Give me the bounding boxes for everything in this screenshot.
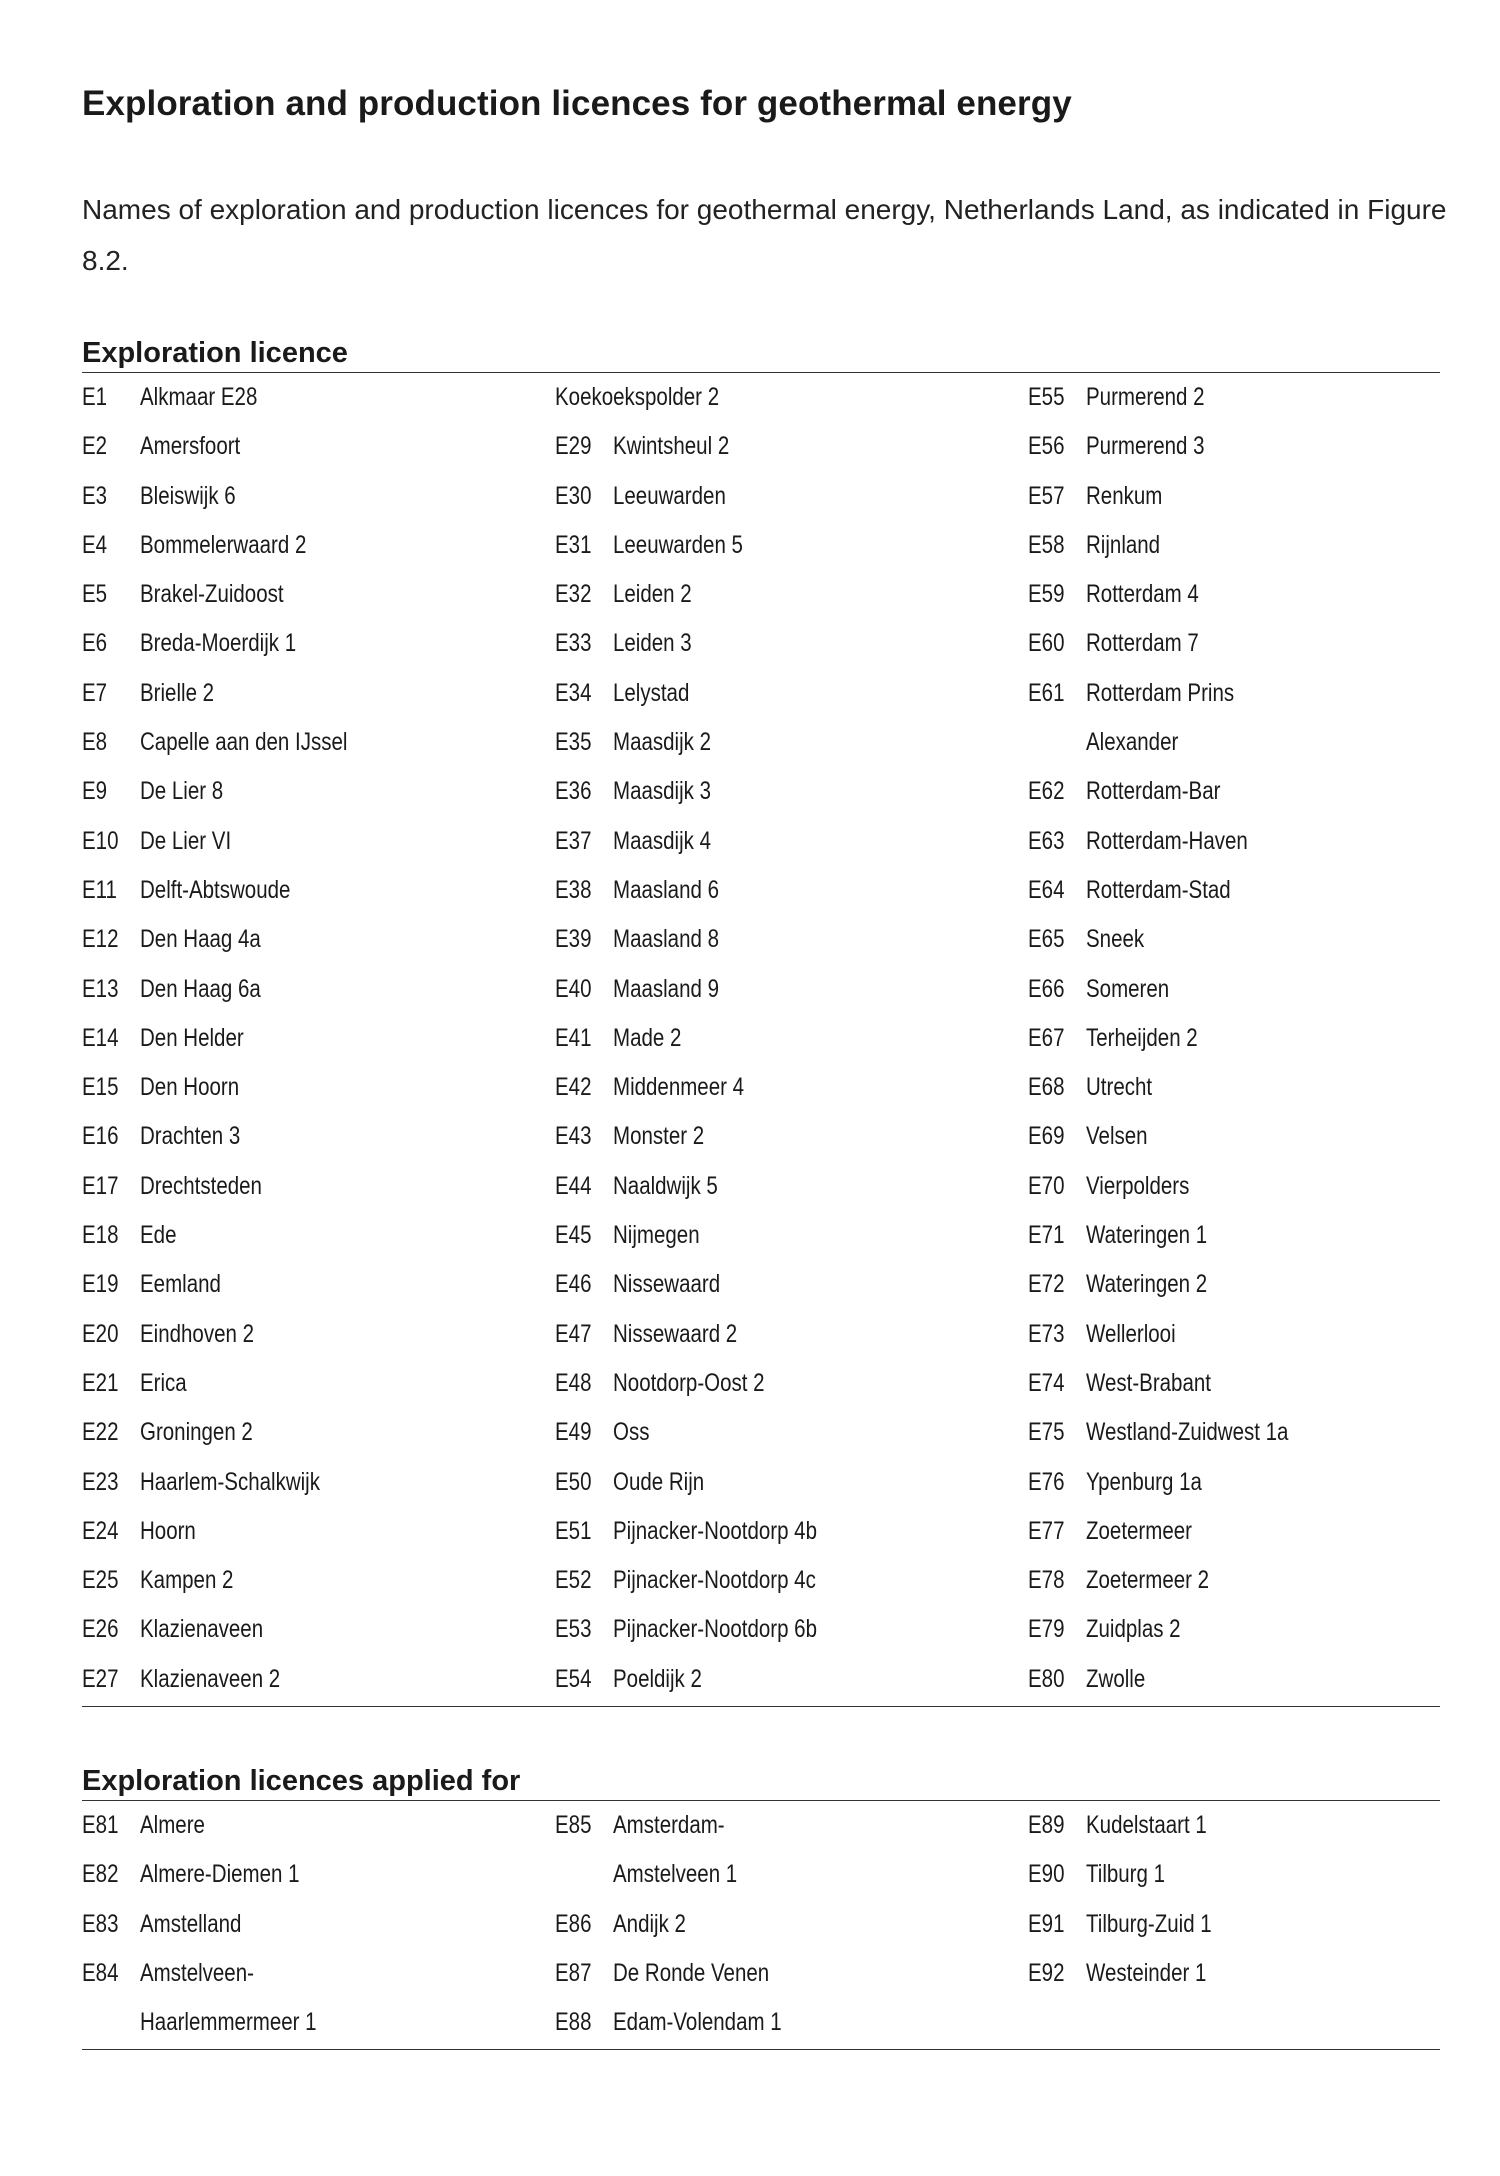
licence-code: E31 (555, 530, 592, 559)
licence-code: E19 (82, 1270, 119, 1299)
licence-row (555, 718, 1015, 767)
licence-name: Klazienaveen (140, 1615, 264, 1644)
licence-name: Delft-Abtswoude (140, 875, 291, 904)
licence-code: E1 (82, 383, 108, 411)
licence-row (82, 1260, 542, 1309)
licence-row (555, 965, 1015, 1014)
licence-name: Purmerend 3 (1086, 432, 1205, 461)
section-heading: Exploration licences applied for (82, 1762, 1440, 1801)
licence-row (1028, 866, 1488, 915)
licence-row (82, 521, 542, 570)
licence-row (555, 521, 1015, 570)
licence-code: E60 (1028, 629, 1065, 658)
licence-name: Ede (140, 1221, 177, 1250)
licence-row (555, 915, 1015, 964)
licence-code: E79 (1028, 1615, 1065, 1644)
licence-name: Capelle aan den IJssel (140, 728, 348, 757)
licence-name: Westeinder 1 (1086, 1958, 1207, 1987)
licence-code: E48 (555, 1368, 592, 1397)
licence-code: E49 (555, 1418, 592, 1447)
licence-row (82, 1556, 542, 1605)
licence-name: Brielle 2 (140, 678, 215, 707)
licence-code: E62 (1028, 777, 1065, 806)
licence-name: Nissewaard 2 (613, 1319, 738, 1348)
licence-name: Eemland (140, 1270, 221, 1299)
licence-code: E23 (82, 1467, 119, 1496)
licence-name: Rotterdam-Bar (1086, 777, 1221, 806)
licence-name: Hoorn (140, 1516, 196, 1545)
licence-name: Maasland 9 (613, 974, 719, 1003)
licence-name: Leeuwarden (613, 481, 726, 510)
page-title: Exploration and production licences for geothermal energy (82, 84, 1072, 123)
licence-name: Zoetermeer 2 (1086, 1566, 1210, 1595)
licence-name: Nootdorp-Oost 2 (613, 1368, 765, 1397)
licence-name: Alexander (1086, 728, 1179, 757)
licence-name: Lelystad (613, 678, 690, 707)
licence-row (1028, 718, 1488, 767)
licence-row (555, 570, 1015, 619)
licence-name: Vierpolders (1086, 1171, 1190, 1200)
licence-name: Westland-Zuidwest 1a (1086, 1418, 1289, 1447)
licence-row (555, 1850, 1015, 1899)
licence-row (1028, 1310, 1488, 1359)
licence-code: E69 (1028, 1122, 1065, 1151)
licence-row (82, 718, 542, 767)
licence-row (82, 422, 542, 471)
section-heading: Exploration licence (82, 334, 1440, 373)
licence-name: Leiden 2 (613, 580, 692, 609)
licence-name: Drechtsteden (140, 1171, 262, 1200)
licence-code: E65 (1028, 925, 1065, 954)
licence-row (82, 1655, 542, 1704)
licence-row (1028, 1507, 1488, 1556)
applied-licence-section (82, 1762, 1440, 2050)
licence-row (1028, 1408, 1488, 1457)
licence-name: Amstelland (140, 1909, 242, 1938)
exploration-licence-section (82, 334, 1440, 1707)
licence-code: E73 (1028, 1319, 1065, 1348)
licence-column (82, 1801, 542, 2047)
licence-name: Brakel-Zuidoost (140, 580, 284, 609)
licence-code: E20 (82, 1319, 119, 1348)
licence-row (1028, 1063, 1488, 1112)
licence-row (1028, 472, 1488, 521)
licence-code: E87 (555, 1958, 592, 1987)
licence-code: E90 (1028, 1860, 1065, 1889)
licence-code: E59 (1028, 580, 1065, 609)
licence-code: E67 (1028, 1023, 1065, 1052)
licence-row (82, 866, 542, 915)
licence-name: Pijnacker-Nootdorp 4b (613, 1516, 817, 1545)
licence-row (555, 1112, 1015, 1161)
licence-row (1028, 1014, 1488, 1063)
licence-row (555, 1014, 1015, 1063)
licence-row (555, 1507, 1015, 1556)
licence-code: E18 (82, 1221, 119, 1250)
licence-row (555, 1900, 1015, 1949)
licence-code: E63 (1028, 826, 1065, 855)
licence-code: E24 (82, 1516, 119, 1545)
licence-row (1028, 965, 1488, 1014)
licence-row (1028, 1112, 1488, 1161)
licence-name: Rotterdam 7 (1086, 629, 1199, 658)
licence-name: Pijnacker-Nootdorp 6b (613, 1615, 817, 1644)
licence-name: Almere (140, 1811, 205, 1839)
licence-code: E72 (1028, 1270, 1065, 1299)
licence-name: Drachten 3 (140, 1122, 241, 1151)
licence-row (1028, 1801, 1488, 1850)
licence-code: E29 (555, 432, 592, 461)
licence-row (82, 472, 542, 521)
licence-name: Leiden 3 (613, 629, 692, 658)
licence-code: E80 (1028, 1664, 1065, 1693)
licence-name: Ypenburg 1a (1086, 1467, 1202, 1496)
licence-row (1028, 669, 1488, 718)
licence-code: E8 (82, 728, 108, 757)
licence-name: Maasland 6 (613, 875, 719, 904)
licence-row (82, 619, 542, 668)
licence-code: E37 (555, 826, 592, 855)
licence-code: E9 (82, 777, 108, 806)
licence-row (82, 965, 542, 1014)
licence-name: Erica (140, 1368, 187, 1397)
licence-name: Kampen 2 (140, 1566, 234, 1595)
licence-row (555, 1310, 1015, 1359)
licence-code: E41 (555, 1023, 592, 1052)
licence-name: Edam-Volendam 1 (613, 2008, 782, 2037)
licence-row (82, 1310, 542, 1359)
licence-name: Renkum (1086, 481, 1163, 510)
licence-name: Middenmeer 4 (613, 1073, 745, 1102)
licence-code: E22 (82, 1418, 119, 1447)
licence-row (555, 1063, 1015, 1112)
licence-code: E70 (1028, 1171, 1065, 1200)
licence-row (555, 1998, 1015, 2047)
licence-code: E61 (1028, 678, 1065, 707)
licence-name: Alkmaar E28 (140, 383, 258, 411)
licence-code: E58 (1028, 530, 1065, 559)
licence-code: E56 (1028, 432, 1065, 461)
licence-name: De Ronde Venen (613, 1958, 770, 1987)
licence-table (82, 373, 1440, 1707)
licence-name: Monster 2 (613, 1122, 705, 1151)
licence-name: Rotterdam 4 (1086, 580, 1199, 609)
licence-name: Kudelstaart 1 (1086, 1811, 1207, 1839)
licence-row (1028, 1949, 1488, 1998)
licence-name: Zuidplas 2 (1086, 1615, 1181, 1644)
licence-code: E57 (1028, 481, 1065, 510)
licence-name: Someren (1086, 974, 1170, 1003)
licence-row (1028, 817, 1488, 866)
licence-column (82, 373, 542, 1704)
licence-row (555, 1655, 1015, 1704)
licence-row (82, 1063, 542, 1112)
licence-name: Maasland 8 (613, 925, 719, 954)
licence-row (82, 1850, 542, 1899)
licence-code: E81 (82, 1811, 119, 1839)
licence-name: Eindhoven 2 (140, 1319, 254, 1348)
licence-code: E34 (555, 678, 592, 707)
licence-row (1028, 422, 1488, 471)
intro-paragraph: Names of exploration and production licences for geothermal energy, Netherlands Land, as indicated in Figure 8.2. (82, 194, 1447, 276)
licence-row (82, 570, 542, 619)
licence-code: E5 (82, 580, 108, 609)
licence-name: Wateringen 1 (1086, 1221, 1208, 1250)
licence-code: E40 (555, 974, 592, 1003)
licence-name: Pijnacker-Nootdorp 4c (613, 1566, 816, 1595)
licence-name: Klazienaveen 2 (140, 1664, 281, 1693)
licence-name: Poeldijk 2 (613, 1664, 702, 1693)
licence-code: E89 (1028, 1811, 1065, 1839)
licence-name: Haarlemmermeer 1 (140, 2008, 317, 2037)
licence-name: De Lier 8 (140, 777, 224, 806)
licence-name: Andijk 2 (613, 1909, 686, 1938)
licence-name: Naaldwijk 5 (613, 1171, 718, 1200)
licence-row (82, 1998, 542, 2047)
licence-code: E21 (82, 1368, 119, 1397)
licence-name: Nissewaard (613, 1270, 721, 1299)
licence-name: Den Haag 6a (140, 974, 261, 1003)
licence-code: E10 (82, 826, 119, 855)
licence-column (555, 1801, 1015, 2047)
licence-name: Zwolle (1086, 1664, 1146, 1693)
licence-code: E53 (555, 1615, 592, 1644)
licence-row (555, 1556, 1015, 1605)
licence-code: E14 (82, 1023, 119, 1052)
licence-name: Wellerlooi (1086, 1319, 1176, 1348)
licence-code: E46 (555, 1270, 592, 1299)
licence-row (82, 1162, 542, 1211)
licence-name: Made 2 (613, 1023, 682, 1052)
licence-row (555, 472, 1015, 521)
licence-name: De Lier VI (140, 826, 232, 855)
licence-name: Oss (613, 1418, 650, 1447)
licence-code: E52 (555, 1566, 592, 1595)
licence-code: E38 (555, 875, 592, 904)
licence-name: Zoetermeer (1086, 1516, 1192, 1545)
licence-name: Rijnland (1086, 530, 1161, 559)
licence-row (82, 1211, 542, 1260)
licence-code: E71 (1028, 1221, 1065, 1250)
licence-row (82, 1507, 542, 1556)
licence-code: E88 (555, 2008, 592, 2037)
licence-row (82, 1014, 542, 1063)
licence-row (555, 1211, 1015, 1260)
licence-code: E83 (82, 1909, 119, 1938)
licence-row (1028, 1359, 1488, 1408)
licence-name: Bleiswijk 6 (140, 481, 236, 510)
licence-name: Terheijden 2 (1086, 1023, 1198, 1052)
licence-row (555, 817, 1015, 866)
licence-code: E77 (1028, 1516, 1065, 1545)
licence-row (82, 1112, 542, 1161)
licence-name: Oude Rijn (613, 1467, 705, 1496)
licence-code: E15 (82, 1073, 119, 1102)
licence-code: E74 (1028, 1368, 1065, 1397)
licence-row (1028, 1458, 1488, 1507)
licence-row (555, 1458, 1015, 1507)
licence-name: Tilburg 1 (1086, 1860, 1166, 1889)
licence-row (555, 1260, 1015, 1309)
licence-code: E6 (82, 629, 108, 658)
licence-code: E11 (82, 875, 117, 904)
licence-row (1028, 1162, 1488, 1211)
licence-name: West-Brabant (1086, 1368, 1211, 1397)
licence-code: E39 (555, 925, 592, 954)
licence-name: Den Haag 4a (140, 925, 261, 954)
licence-name: Bommelerwaard 2 (140, 530, 307, 559)
licence-name: Den Helder (140, 1023, 244, 1052)
licence-code: E3 (82, 481, 108, 510)
licence-name: Leeuwarden 5 (613, 530, 743, 559)
licence-name: Koekoekspolder 2 (555, 383, 720, 411)
licence-row (555, 422, 1015, 471)
licence-row (555, 1605, 1015, 1654)
licence-name: Rotterdam-Haven (1086, 826, 1248, 855)
licence-name: Maasdijk 2 (613, 728, 711, 757)
licence-code: E44 (555, 1171, 592, 1200)
licence-code: E86 (555, 1909, 592, 1938)
licence-code: E54 (555, 1664, 592, 1693)
licence-code: E51 (555, 1516, 592, 1545)
licence-name: Amsterdam- (613, 1811, 725, 1839)
licence-code: E64 (1028, 875, 1065, 904)
licence-code: E27 (82, 1664, 119, 1693)
licence-code: E91 (1028, 1909, 1065, 1938)
licence-column (1028, 1801, 1488, 1998)
licence-row (1028, 1900, 1488, 1949)
licence-code: E4 (82, 530, 108, 559)
licence-row (82, 1359, 542, 1408)
licence-row (1028, 767, 1488, 816)
licence-code: E45 (555, 1221, 592, 1250)
licence-row (1028, 915, 1488, 964)
licence-row (1028, 1850, 1488, 1899)
licence-code: E2 (82, 432, 108, 461)
licence-code: E7 (82, 678, 108, 707)
licence-row (82, 373, 542, 422)
licence-name: Amersfoort (140, 432, 241, 461)
licence-code: E75 (1028, 1418, 1065, 1447)
licence-name: Almere-Diemen 1 (140, 1860, 300, 1889)
licence-code: E50 (555, 1467, 592, 1496)
licence-code: E33 (555, 629, 592, 658)
licence-row (82, 915, 542, 964)
licence-column (555, 373, 1015, 1704)
licence-code: E16 (82, 1122, 119, 1151)
licence-row (82, 1458, 542, 1507)
licence-row (1028, 1655, 1488, 1704)
licence-row (82, 669, 542, 718)
licence-row (555, 1162, 1015, 1211)
licence-name: Tilburg-Zuid 1 (1086, 1909, 1212, 1938)
licence-code: E32 (555, 580, 592, 609)
licence-name: Rotterdam Prins (1086, 678, 1235, 707)
licence-row (555, 1359, 1015, 1408)
licence-row (555, 866, 1015, 915)
licence-row (1028, 1211, 1488, 1260)
licence-code: E30 (555, 481, 592, 510)
licence-code: E85 (555, 1811, 592, 1839)
licence-code: E92 (1028, 1958, 1065, 1987)
licence-row (82, 817, 542, 866)
licence-row (555, 1949, 1015, 1998)
licence-code: E12 (82, 925, 119, 954)
licence-name: Wateringen 2 (1086, 1270, 1208, 1299)
licence-code: E76 (1028, 1467, 1065, 1496)
licence-row (1028, 373, 1488, 422)
licence-name: Amstelveen 1 (613, 1860, 738, 1889)
licence-row (555, 767, 1015, 816)
licence-table (82, 1801, 1440, 2050)
licence-row (82, 1408, 542, 1457)
licence-row (82, 1900, 542, 1949)
licence-row (555, 619, 1015, 668)
licence-name: Nijmegen (613, 1221, 700, 1250)
licence-name: Maasdijk 3 (613, 777, 711, 806)
licence-code: E66 (1028, 974, 1065, 1003)
licence-row (1028, 521, 1488, 570)
licence-name: Haarlem-Schalkwijk (140, 1467, 320, 1496)
licence-name: Groningen 2 (140, 1418, 253, 1447)
licence-row (1028, 619, 1488, 668)
licence-name: Breda-Moerdijk 1 (140, 629, 297, 658)
licence-row (82, 1949, 542, 1998)
licence-name: Rotterdam-Stad (1086, 875, 1231, 904)
licence-code: E17 (82, 1171, 119, 1200)
licence-code: E35 (555, 728, 592, 757)
licence-code: E42 (555, 1073, 592, 1102)
licence-name: Sneek (1086, 925, 1145, 954)
licence-name: Maasdijk 4 (613, 826, 711, 855)
licence-row (82, 767, 542, 816)
licence-row (1028, 570, 1488, 619)
licence-name: Den Hoorn (140, 1073, 240, 1102)
licence-code: E36 (555, 777, 592, 806)
licence-row (555, 1801, 1015, 1850)
licence-row (82, 1605, 542, 1654)
licence-code: E68 (1028, 1073, 1065, 1102)
licence-code: E25 (82, 1566, 119, 1595)
licence-code: E55 (1028, 383, 1065, 411)
licence-code: E43 (555, 1122, 592, 1151)
licence-code: E47 (555, 1319, 592, 1348)
licence-code: E84 (82, 1958, 119, 1987)
licence-name: Amstelveen- (140, 1958, 254, 1987)
licence-name: Kwintsheul 2 (613, 432, 730, 461)
licence-code: E78 (1028, 1566, 1065, 1595)
licence-code: E26 (82, 1615, 119, 1644)
licence-row (1028, 1556, 1488, 1605)
licence-row (555, 373, 1015, 422)
licence-name: Utrecht (1086, 1073, 1153, 1102)
licence-name: Purmerend 2 (1086, 383, 1205, 411)
licence-name: Velsen (1086, 1122, 1148, 1151)
licence-row (82, 1801, 542, 1850)
licence-code: E82 (82, 1860, 119, 1889)
licence-row (555, 669, 1015, 718)
licence-row (1028, 1605, 1488, 1654)
licence-column (1028, 373, 1488, 1704)
licence-code: E13 (82, 974, 119, 1003)
licence-row (1028, 1260, 1488, 1309)
licence-row (555, 1408, 1015, 1457)
